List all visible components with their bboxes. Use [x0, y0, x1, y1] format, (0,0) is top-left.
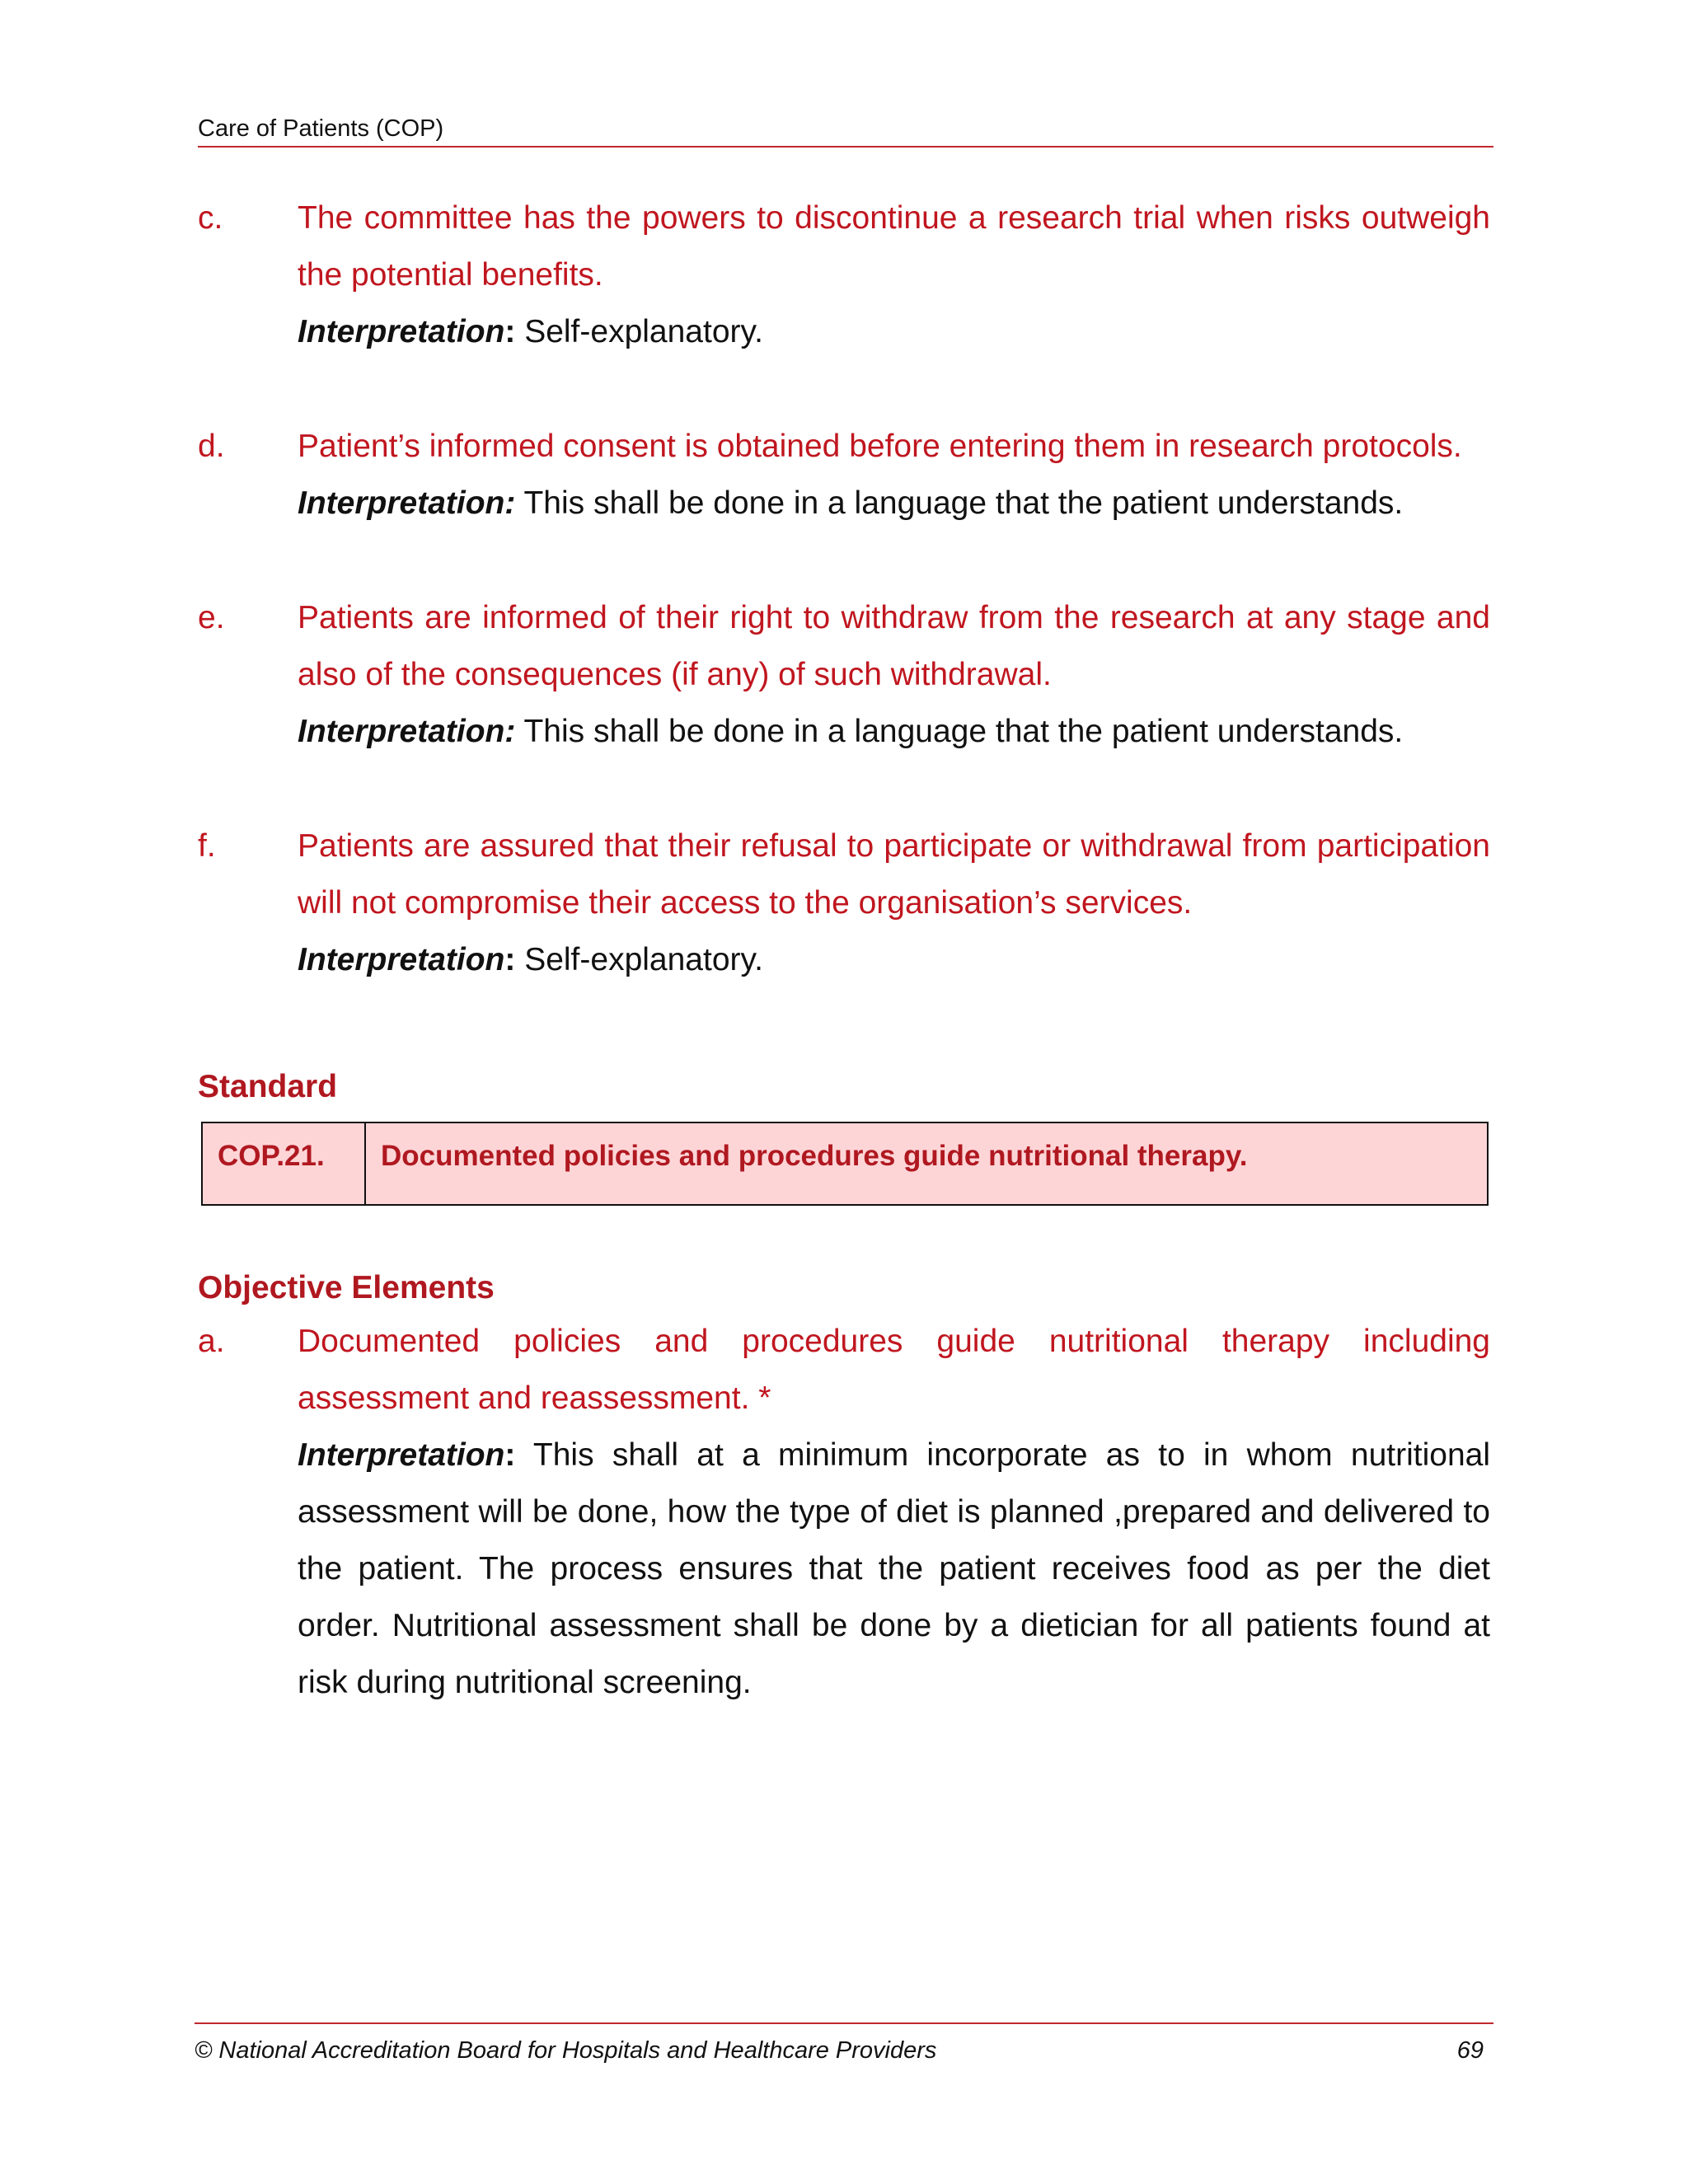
list-item-d [198, 418, 1490, 532]
item-text: Patients are informed of their right to withdraw from the research at any stage and also of the consequences (if any) of such withdrawal. [298, 600, 1490, 692]
page-footer [195, 2022, 1493, 2064]
item-text: Patients are assured that their refusal to participate or withdrawal from participation will not compromise their access to the organisation’s services. [298, 828, 1490, 921]
objective-elements-heading: Objective Elements [198, 1270, 495, 1305]
footer-copyright: © National Accreditation Board for Hospitals and Healthcare Providers [195, 2037, 937, 2064]
list-item-e [198, 589, 1490, 760]
interpretation-label: Interpretation: [298, 714, 516, 749]
interpretation-text: Self-explanatory. [515, 314, 763, 349]
interpretation [298, 931, 1490, 988]
interpretation-colon: : [504, 942, 516, 977]
standard-heading: Standard [198, 1069, 338, 1104]
interpretation-text: This shall at a minimum incorporate as to in whom nutritional assessment will be done, how the type of diet is planned ,prepared and delivered to the patient. The process ensures that the patient receives food as per the diet order. Nutritional assessment shall be done by a dietician for all patients found at risk during nutritional screening. [298, 1437, 1490, 1700]
standard-table [201, 1122, 1489, 1206]
interpretation [298, 303, 1490, 360]
item-marker: a. [198, 1324, 225, 1359]
interpretation-text: This shall be done in a language that the patient understands. [515, 714, 1404, 749]
item-marker: f. [198, 828, 216, 864]
interpretation-colon: : [504, 314, 516, 349]
interpretation-text: Self-explanatory. [515, 942, 763, 977]
standard-code: COP.21. [203, 1123, 366, 1204]
list-item-c [198, 190, 1490, 360]
list-item-f [198, 818, 1490, 988]
interpretation-colon: : [504, 1437, 516, 1473]
item-text: Documented policies and procedures guide nutritional therapy including assessment and reassessment. * [298, 1324, 1490, 1416]
page-header [198, 115, 1493, 148]
interpretation [298, 1427, 1490, 1711]
item-text: The committee has the powers to discontinue a research trial when risks outweigh the potential benefits. [298, 200, 1490, 293]
interpretation-label: Interpretation: [298, 485, 516, 521]
item-marker: d. [198, 429, 225, 464]
page-content [198, 190, 1490, 1769]
interpretation-label: Interpretation [298, 942, 505, 977]
interpretation [298, 475, 1490, 532]
interpretation-text: This shall be done in a language that the patient understands. [515, 485, 1404, 521]
item-marker: c. [198, 200, 223, 236]
page-number: 69 [1456, 2037, 1484, 2064]
interpretation-label: Interpretation [298, 1437, 505, 1473]
item-marker: e. [198, 600, 225, 635]
header-title: Care of Patients (COP) [198, 115, 444, 142]
interpretation [298, 703, 1490, 760]
item-text: Patient’s informed consent is obtained before entering them in research protocols. [298, 429, 1462, 464]
list-item-a [198, 1313, 1490, 1711]
standard-description: Documented policies and procedures guide nutritional therapy. [381, 1140, 1248, 1172]
interpretation-label: Interpretation [298, 314, 505, 349]
